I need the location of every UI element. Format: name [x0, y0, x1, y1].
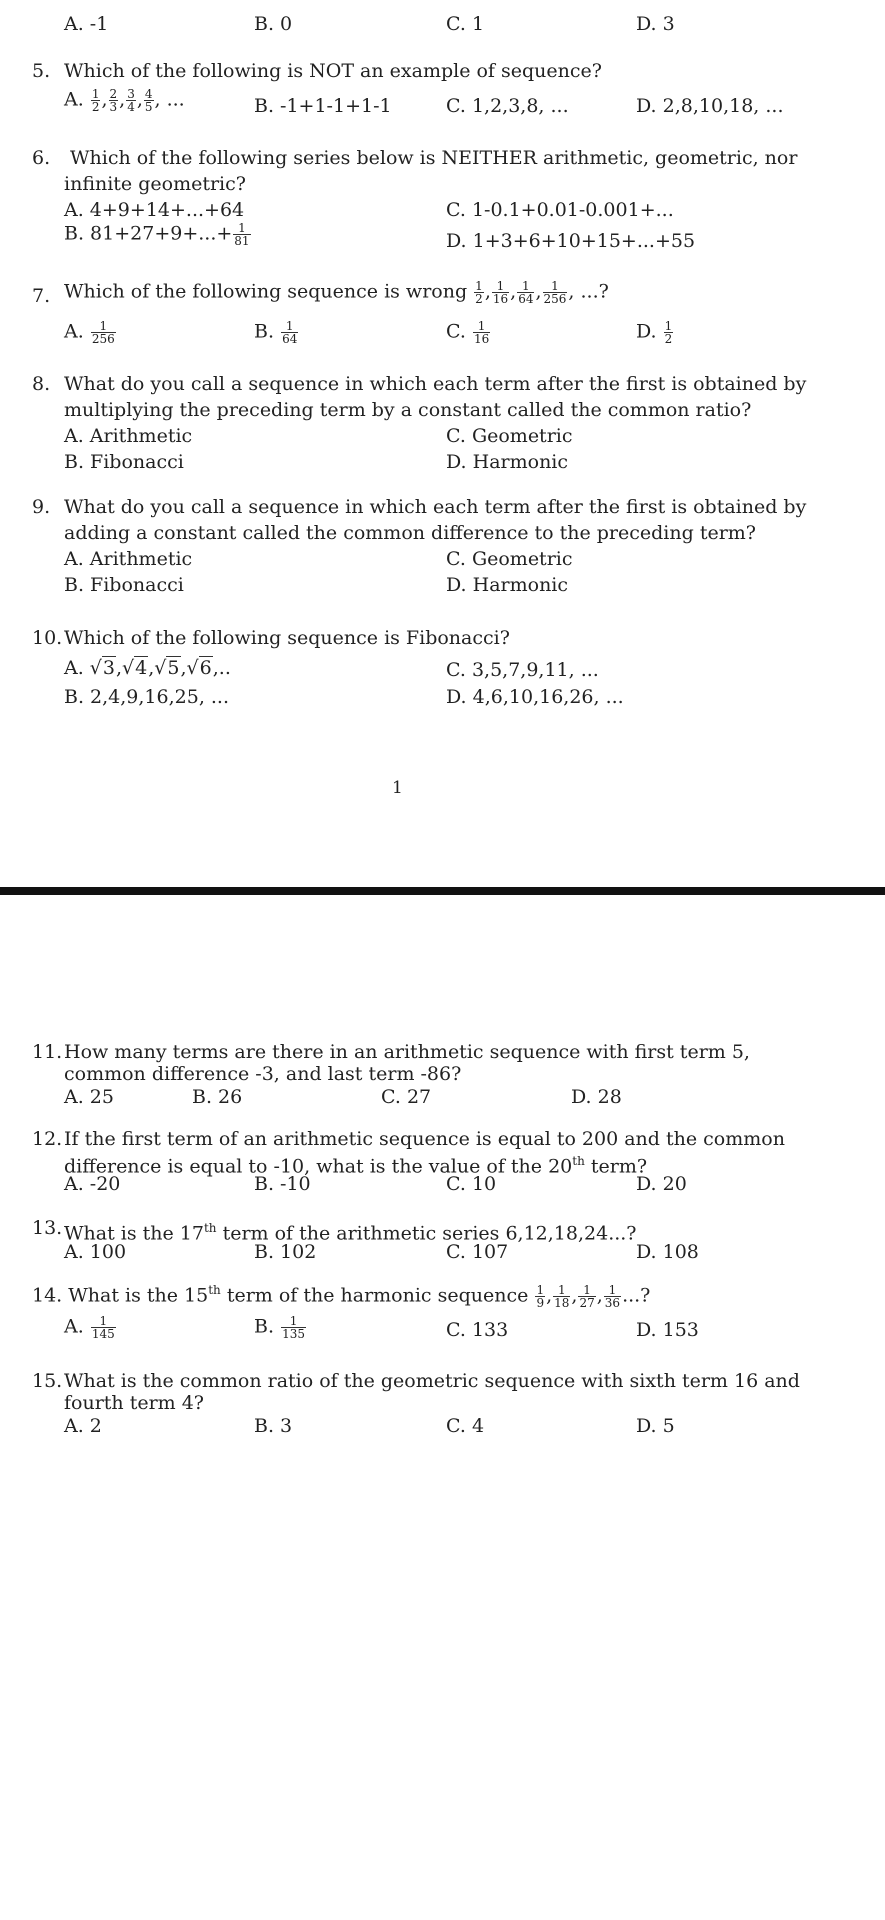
- q5-option-c: C. 1,2,3,8, ...: [446, 95, 569, 117]
- q14-frac-2: $\frac{1}{18}$: [554, 1282, 570, 1310]
- q7-frac-4: $\frac{1}{256}$: [543, 279, 567, 306]
- q4-option-d: D. 3: [636, 13, 675, 35]
- q8-text-line2: multiplying the preceding term by a constant called the common ratio?: [64, 399, 752, 421]
- q5-option-a-label: A.: [64, 88, 84, 111]
- q11-option-d: D. 28: [571, 1086, 622, 1108]
- q4-option-c: C. 1: [446, 13, 485, 35]
- q4-option-a: A. -1: [64, 13, 109, 35]
- q11-option-a: A. 25: [64, 1086, 114, 1108]
- q15-option-b: B. 3: [254, 1415, 293, 1437]
- q8-option-d: D. Harmonic: [446, 451, 569, 473]
- q6-option-b-frac: $\frac{1}{81}$: [234, 221, 250, 248]
- q6-option-b-text: B. 81+27+9+...+: [64, 222, 233, 245]
- q14-option-b: B. $\frac{1}{135}$: [254, 1314, 305, 1341]
- q10-option-c: C. 3,5,7,9,11, ...: [446, 659, 599, 681]
- q15-text-line1: What is the common ratio of the geometric sequence with sixth term 16 and: [64, 1370, 800, 1392]
- q9-number: 9.: [32, 496, 51, 518]
- q7-option-b-frac: $\frac{1}{64}$: [282, 319, 298, 346]
- q7-text-main: Which of the following sequence is wrong: [64, 280, 468, 303]
- q13-option-b: B. 102: [254, 1241, 317, 1263]
- q15-option-d: D. 5: [636, 1415, 675, 1437]
- q7-option-d: D. $\frac{1}{2}$: [636, 319, 673, 346]
- q5-option-a-frac-1: $\frac{1}{2}$: [91, 87, 100, 114]
- q5-option-a: A. $\frac{1}{2}$ , $\frac{2}{3}$ , $\frac{3}{4}$ , $\frac{4}{5}$ , ...: [64, 87, 185, 114]
- q9-text-line2: adding a constant called the common difference to the preceding term?: [64, 522, 756, 544]
- q11-text-line2: common difference -3, and last term -86?: [64, 1063, 462, 1085]
- page-divider: [0, 887, 885, 895]
- q7-frac-2: $\frac{1}{16}$: [492, 279, 509, 306]
- q13-option-d: D. 108: [636, 1241, 699, 1263]
- q12-number: 12.: [32, 1128, 63, 1150]
- q9-text-line1: What do you call a sequence in which each term after the first is obtained by: [64, 496, 807, 518]
- q7-option-b: B. $\frac{1}{64}$: [254, 319, 298, 346]
- q10-option-a: A. √3,√4,√5,√6,..: [64, 657, 231, 679]
- q15-option-c: C. 4: [446, 1415, 485, 1437]
- q7-frac-3: $\frac{1}{64}$: [518, 279, 534, 306]
- q15-number: 15.: [32, 1370, 63, 1392]
- q7-number: 7.: [32, 285, 51, 307]
- q6-option-b: [64, 222, 252, 247]
- q14-option-d: D. 153: [636, 1319, 699, 1341]
- q7-option-a-frac: $\frac{1}{256}$: [91, 319, 115, 346]
- q14-frac-1: $\frac{1}{9}$: [536, 1282, 545, 1310]
- q7-option-a: A. $\frac{1}{256}$: [64, 319, 115, 346]
- q11-number: 11.: [32, 1041, 63, 1063]
- q14-option-c: C. 133: [446, 1319, 509, 1341]
- q14-option-a-frac: $\frac{1}{145}$: [91, 1314, 115, 1341]
- q8-text-line1: What do you call a sequence in which each term after the first is obtained by: [64, 373, 807, 395]
- q11-option-b: B. 26: [192, 1086, 243, 1108]
- q13-number: 13.: [32, 1217, 63, 1239]
- q12-option-b: B. -10: [254, 1173, 311, 1195]
- q5-text: Which of the following is NOT an example of sequence?: [64, 60, 602, 82]
- q11-option-c: C. 27: [381, 1086, 432, 1108]
- q5-option-a-frac-4: $\frac{4}{5}$: [144, 87, 153, 114]
- q6-number: 6.: [32, 147, 51, 169]
- q12-option-d: D. 20: [636, 1173, 687, 1195]
- q14-option-a: A. $\frac{1}{145}$: [64, 1314, 115, 1341]
- q10-option-b: B. 2,4,9,16,25, ...: [64, 686, 230, 708]
- q9-option-a: A. Arithmetic: [64, 548, 193, 570]
- q6-text-line1: Which of the following series below is NEITHER arithmetic, geometric, nor: [70, 147, 798, 169]
- q8-option-b: B. Fibonacci: [64, 451, 184, 473]
- q4-option-b: B. 0: [254, 13, 293, 35]
- q5-option-a-frac-3: $\frac{3}{4}$: [127, 87, 135, 114]
- q9-option-d: D. Harmonic: [446, 574, 569, 596]
- q10-option-d: D. 4,6,10,16,26, ...: [446, 686, 624, 708]
- page-1: [0, 0, 885, 887]
- q8-option-c: C. Geometric: [446, 425, 573, 447]
- q9-option-b: B. Fibonacci: [64, 574, 184, 596]
- q7-tail: , ...?: [568, 280, 609, 303]
- q15-option-a: A. 2: [64, 1415, 102, 1437]
- page-number: 1: [392, 778, 403, 798]
- q12-option-c: C. 10: [446, 1173, 497, 1195]
- q6-option-a: A. 4+9+14+...+64: [64, 199, 245, 221]
- q13-text: What is the 17th term of the arithmetic series 6,12,18,24...?: [64, 1221, 637, 1245]
- q14-frac-4: $\frac{1}{36}$: [604, 1282, 621, 1310]
- q13-option-a: A. 100: [64, 1241, 127, 1263]
- q5-option-a-tail: , ...: [154, 88, 185, 111]
- q5-number: 5.: [32, 60, 51, 82]
- q11-text-line1: How many terms are there in an arithmetic sequence with first term 5,: [64, 1041, 750, 1063]
- q12-text-line1: If the first term of an arithmetic sequence is equal to 200 and the common: [64, 1128, 785, 1150]
- q5-option-b: B. -1+1-1+1-1: [254, 95, 392, 117]
- q5-option-d: D. 2,8,10,18, ...: [636, 95, 784, 117]
- q10-text: Which of the following sequence is Fibonacci?: [64, 627, 510, 649]
- q7-option-c-frac: $\frac{1}{16}$: [473, 319, 490, 346]
- q7-option-c: C. $\frac{1}{16}$: [446, 319, 490, 346]
- q5-option-a-frac-2: $\frac{2}{3}$: [109, 87, 118, 114]
- q12-option-a: A. -20: [64, 1173, 121, 1195]
- q15-text-line2: fourth term 4?: [64, 1392, 204, 1414]
- q6-option-c: C. 1-0.1+0.01-0.001+...: [446, 199, 674, 221]
- q6-text-line2: infinite geometric?: [64, 173, 246, 195]
- q12-text-line2: difference is equal to -10, what is the value of the 20th term?: [64, 1154, 648, 1178]
- q14-frac-3: $\frac{1}{27}$: [579, 1282, 595, 1310]
- q7-text: Which of the following sequence is wrong $\frac{1}{2}$ , $\frac{1}{16}$ , $\frac{1}{64}$ , $\frac{1}{256}$ , ...?: [64, 279, 609, 306]
- q8-option-a: A. Arithmetic: [64, 425, 193, 447]
- q14-line: 14. What is the 15th term of the harmonic sequence $\frac{1}{9}$ , $\frac{1}{18}$ , $\frac{1}{27}$ , $\frac{1}{36}$ ...?: [32, 1282, 651, 1310]
- q9-option-c: C. Geometric: [446, 548, 573, 570]
- q7-option-d-frac: $\frac{1}{2}$: [664, 319, 673, 346]
- page-2: [0, 895, 885, 1920]
- q7-frac-1: $\frac{1}{2}$: [475, 279, 483, 306]
- q10-number: 10.: [32, 627, 63, 649]
- q14-option-b-frac: $\frac{1}{135}$: [282, 1314, 305, 1341]
- q14-number: 14.: [32, 1284, 63, 1307]
- q13-option-c: C. 107: [446, 1241, 509, 1263]
- q6-option-d: D. 1+3+6+10+15+...+55: [446, 230, 696, 252]
- q8-number: 8.: [32, 373, 51, 395]
